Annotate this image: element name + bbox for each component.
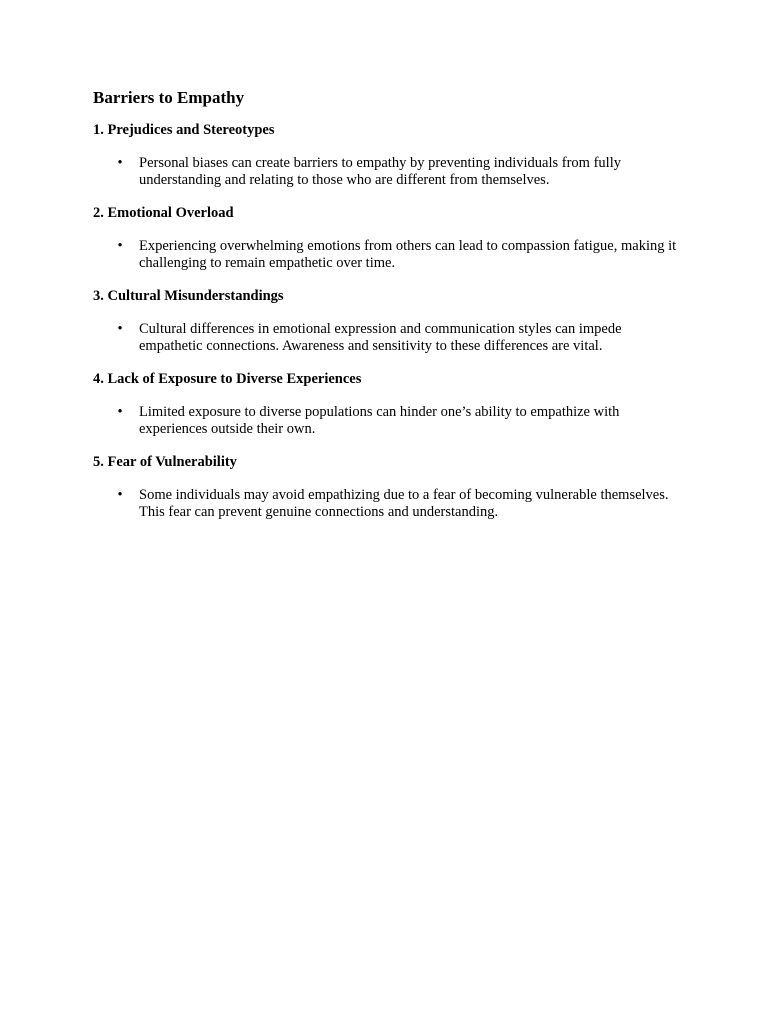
bullet-icon: •	[117, 404, 123, 420]
bullet-icon: •	[117, 487, 123, 503]
bullet-list	[93, 238, 683, 272]
bullet-icon: •	[117, 238, 123, 254]
bullet-text: Some individuals may avoid empathizing due to a fear of becoming vulnerable themselves. This fear can prevent genuine connections and understanding.	[139, 487, 669, 520]
list-item	[93, 238, 683, 272]
list-item	[93, 404, 683, 438]
section-heading: 4. Lack of Exposure to Diverse Experiences	[93, 371, 362, 387]
list-item	[93, 487, 683, 521]
bullet-list	[93, 321, 683, 355]
bullet-icon: •	[117, 321, 123, 337]
list-item	[93, 155, 683, 189]
section-lack-of-exposure	[93, 371, 683, 438]
list-item	[93, 321, 683, 355]
bullet-text: Personal biases can create barriers to empathy by preventing individuals from fully understanding and relating to those who are different from themselves.	[139, 155, 621, 188]
bullet-text: Cultural differences in emotional expression and communication styles can impede empathetic connections. Awareness and sensitivity to these differences are vital.	[139, 321, 622, 354]
section-fear-of-vulnerability	[93, 454, 683, 521]
bullet-text: Limited exposure to diverse populations can hinder one’s ability to empathize with experiences outside their own.	[139, 404, 620, 437]
section-cultural-misunderstandings	[93, 288, 683, 355]
bullet-list	[93, 155, 683, 189]
bullet-text: Experiencing overwhelming emotions from others can lead to compassion fatigue, making it challenging to remain empathetic over time.	[139, 238, 677, 271]
section-prejudices	[93, 122, 683, 189]
document-page	[93, 88, 683, 537]
bullet-icon: •	[117, 155, 123, 171]
bullet-list	[93, 404, 683, 438]
document-title: Barriers to Empathy	[93, 88, 245, 107]
section-emotional-overload	[93, 205, 683, 272]
section-heading: 3. Cultural Misunderstandings	[93, 288, 284, 304]
section-heading: 5. Fear of Vulnerability	[93, 454, 237, 470]
bullet-list	[93, 487, 683, 521]
section-heading: 1. Prejudices and Stereotypes	[93, 122, 275, 138]
section-heading: 2. Emotional Overload	[93, 205, 234, 221]
